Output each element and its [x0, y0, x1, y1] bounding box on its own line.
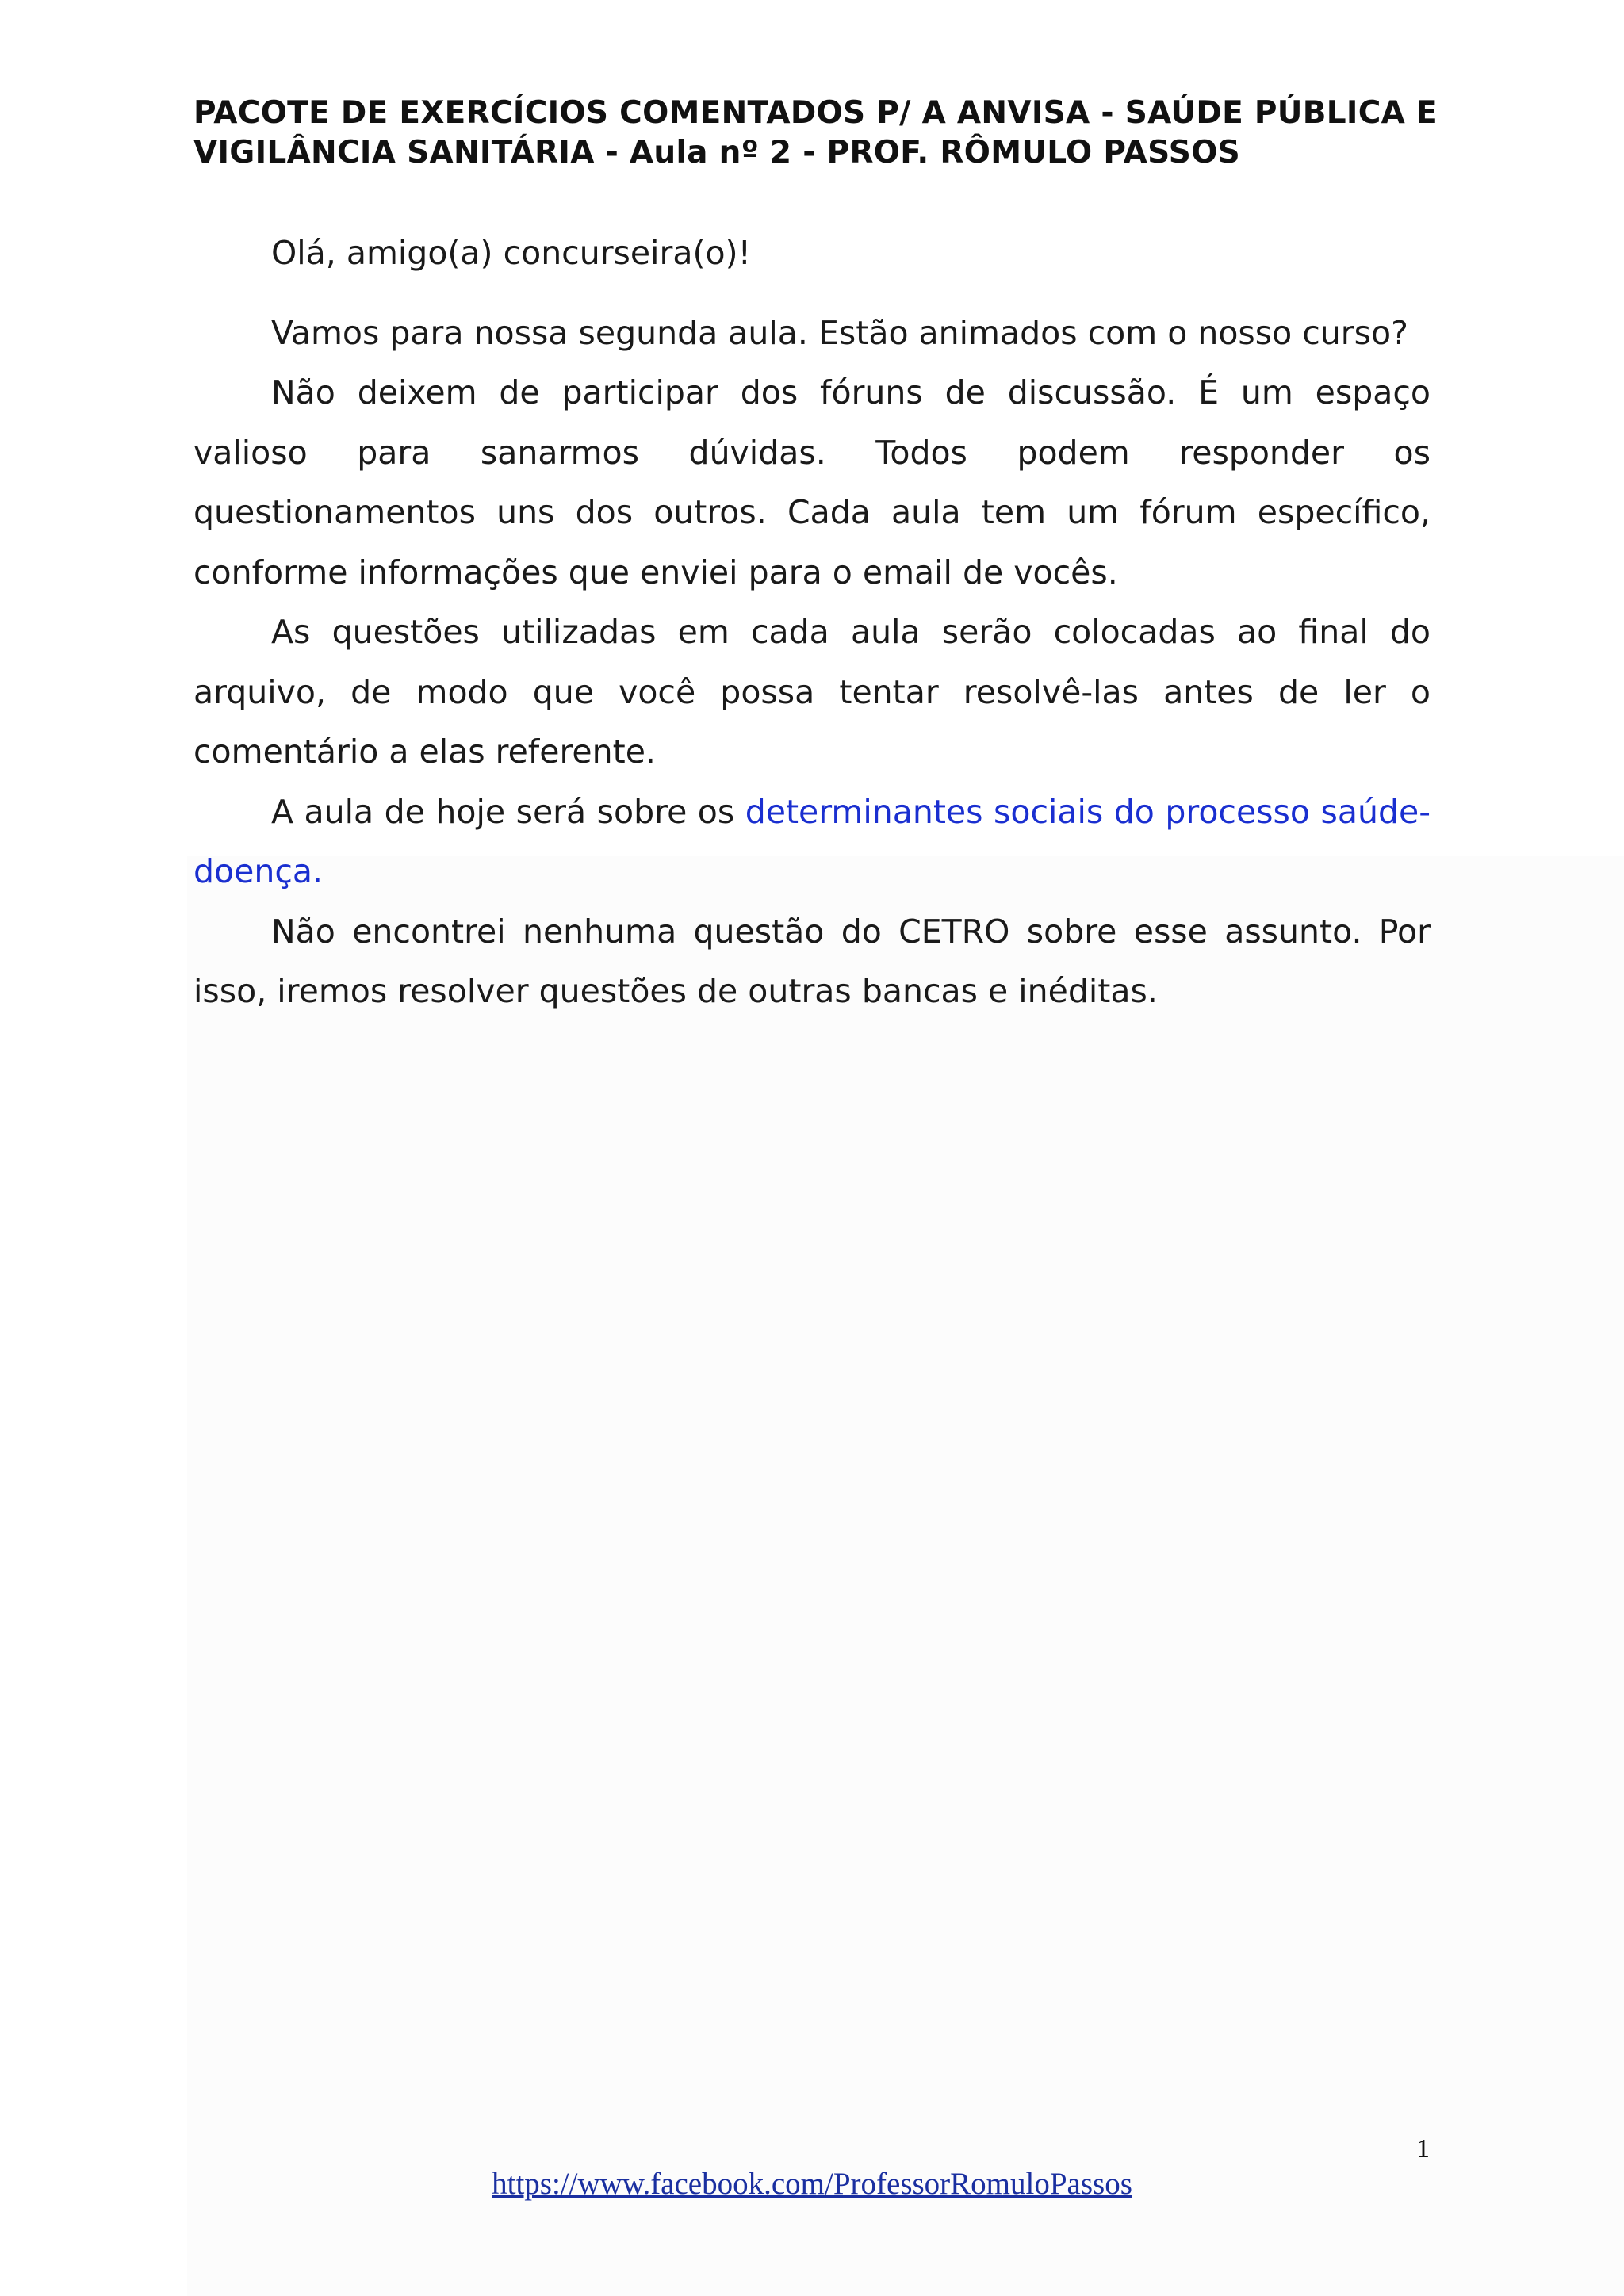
greeting-paragraph: Olá, amigo(a) concurseira(o)!: [271, 234, 752, 272]
paragraph-intro: Vamos para nossa segunda aula. Estão animados com o nosso curso?: [271, 313, 1408, 352]
topic-highlight: determinantes sociais do processo saúde-doença.: [193, 792, 1431, 890]
document-header: [193, 94, 1438, 173]
page-number: 1: [1416, 2134, 1430, 2164]
header-line-1: PACOTE DE EXERCÍCIOS COMENTADOS P/ A ANVISA - SAÚDE PÚBLICA E: [193, 95, 1438, 131]
topic-prefix: A aula de hoje será sobre os: [271, 792, 745, 831]
footer-facebook-link[interactable]: https://www.facebook.com/ProfessorRomuloPassos: [492, 2167, 1132, 2201]
page-background-tint: [187, 856, 1624, 2296]
paragraph-forums: Não deixem de participar dos fóruns de discussão. É um espaço valioso para sanarmos dúvidas. Todos podem responder os questionamentos uns dos outros. Cada aula tem um fórum específico, conforme informações que enviei para o email de vocês.: [193, 373, 1431, 591]
paragraph-questions: As questões utilizadas em cada aula serão colocadas ao final do arquivo, de modo que você possa tentar resolvê-las antes de ler o comentário a elas referente.: [193, 613, 1431, 771]
paragraph-topic: [193, 783, 1431, 902]
paragraph-cetro: Não encontrei nenhuma questão do CETRO sobre esse assunto. Por isso, iremos resolver questões de outras bancas e inéditas.: [193, 912, 1431, 1010]
document-body: [193, 224, 1431, 1022]
header-line-2: VIGILÂNCIA SANITÁRIA - Aula nº 2 - PROF. RÔMULO PASSOS: [193, 135, 1241, 170]
